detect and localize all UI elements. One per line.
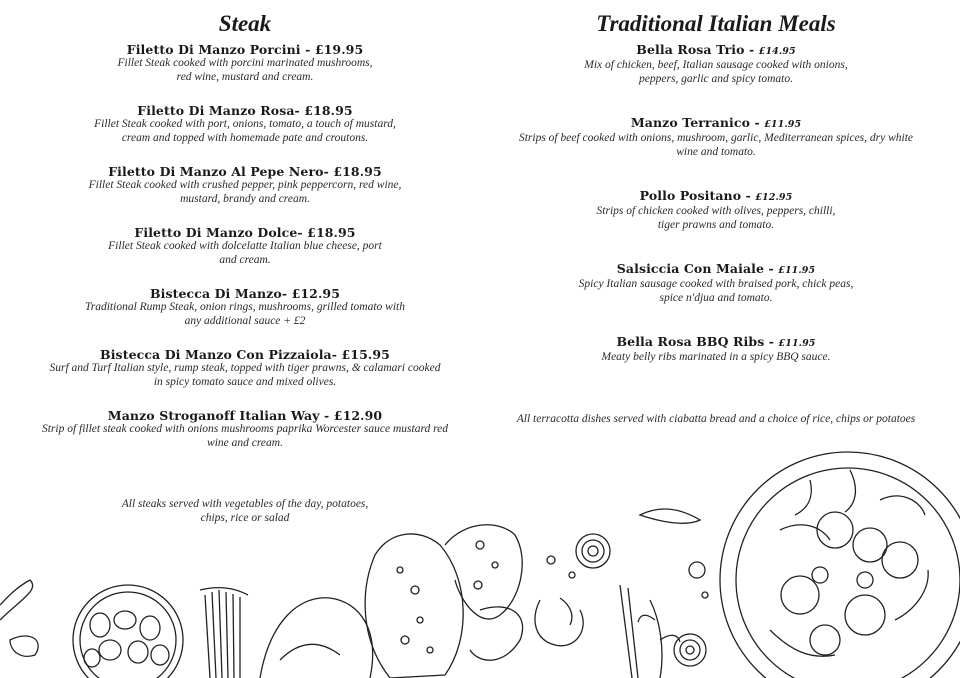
item-description: Fillet Steak cooked with crushed pepper, pink peppercorn, red wine, mustard, brandy and cream. [88,179,402,205]
item-name: Bella Rosa BBQ Ribs - [616,334,779,349]
italian-meals-section [490,8,942,425]
item-name: Filetto Di Manzo Al Pepe Nero- [108,164,334,179]
steak-section [20,8,470,524]
menu-item [20,408,470,469]
item-price: £18.95 [307,225,356,240]
italian-meals-footnote-text: All terracotta dishes served with ciabatta bread and a choice of rice, chips or potatoes [516,413,916,425]
item-price: £12.90 [333,408,383,423]
item-name: Bistecca Di Manzo- [149,286,292,301]
menu-item [20,286,470,347]
item-description: Fillet Steak cooked with porcini marinated mushrooms, red wine, mustard and cream. [117,57,373,83]
item-description: Surf and Turf Italian style, rump steak, topped with tiger prawns, & calamari cooked in spicy tomato sauce and mixed olives. [49,362,441,388]
item-name: Filetto Di Manzo Porcini - [126,42,315,57]
menu-item [490,188,942,261]
steak-section-title: Steak [218,11,272,36]
item-description: Strips of chicken cooked with olives, peppers, chilli, tiger prawns and tomato. [596,205,836,231]
menu-item [490,334,942,407]
item-price: £11.95 [778,338,816,349]
menu-item [490,115,942,188]
steak-footnote-text: All steaks served with vegetables of the day, potatoes, chips, rice or salad [121,498,369,524]
item-description: Fillet Steak cooked with dolcelatte Italian blue cheese, port and cream. [108,240,382,266]
menu-item [490,261,942,334]
menu-item [20,103,470,164]
italian-meals-footnote [490,413,942,427]
olive-bowl-icon [73,585,183,678]
pasta-plate-icon [720,452,960,678]
item-description: Strip of fillet steak cooked with onions mushrooms paprika Worcester sauce mustard red wine and cream. [41,423,449,449]
item-name: Salsiccia Con Maiale - [616,261,779,276]
vegetable-sketch-icon [535,509,708,678]
item-name: Manzo Terranico - [630,115,765,130]
item-name: Bella Rosa Trio - [636,42,759,57]
item-price: £18.95 [304,103,353,118]
menu-item [20,225,470,286]
spaghetti-bundle-icon [200,588,248,678]
item-price: £12.95 [291,286,341,301]
item-description: Fillet Steak cooked with port, onions, tomato, a touch of mustard, cream and topped with homemade pate and croutons. [94,118,396,144]
italian-meals-section-title: Traditional Italian Meals [596,11,836,36]
item-description: Traditional Rump Steak, onion rings, mushrooms, grilled tomato with any additional sauce + £2 [85,301,405,327]
menu-item [20,42,470,103]
item-name: Filetto Di Manzo Dolce- [134,225,308,240]
item-price: £14.95 [758,46,796,57]
basil-leaf-icon [0,580,33,620]
item-price: £18.95 [333,164,382,179]
item-description: Strips of beef cooked with onions, mushroom, garlic, Mediterranean spices, dry white wine and tomato. [518,132,914,158]
item-description: Meaty belly ribs marinated in a spicy BBQ sauce. [601,351,831,363]
item-name: Pollo Positano - [639,188,756,203]
menu-item [20,347,470,408]
bread-loaf-icon [260,525,523,678]
item-description: Spicy Italian sausage cooked with braised pork, chick peas, spice n'djua and tomato. [578,278,854,304]
item-name: Bistecca Di Manzo Con Pizzaiola- [100,347,342,362]
menu-item [20,164,470,225]
item-description: Mix of chicken, beef, Italian sausage cooked with onions, peppers, garlic and spicy tomato. [584,59,848,85]
menu-item [490,42,942,115]
item-price: £11.95 [778,265,816,276]
item-price: £15.95 [341,347,390,362]
item-price: £19.95 [314,42,364,57]
item-name: Manzo Stroganoff Italian Way - [107,408,334,423]
item-price: £11.95 [764,119,802,130]
item-name: Filetto Di Manzo Rosa- [137,103,305,118]
item-price: £12.95 [755,192,793,203]
steak-footnote [20,498,470,525]
